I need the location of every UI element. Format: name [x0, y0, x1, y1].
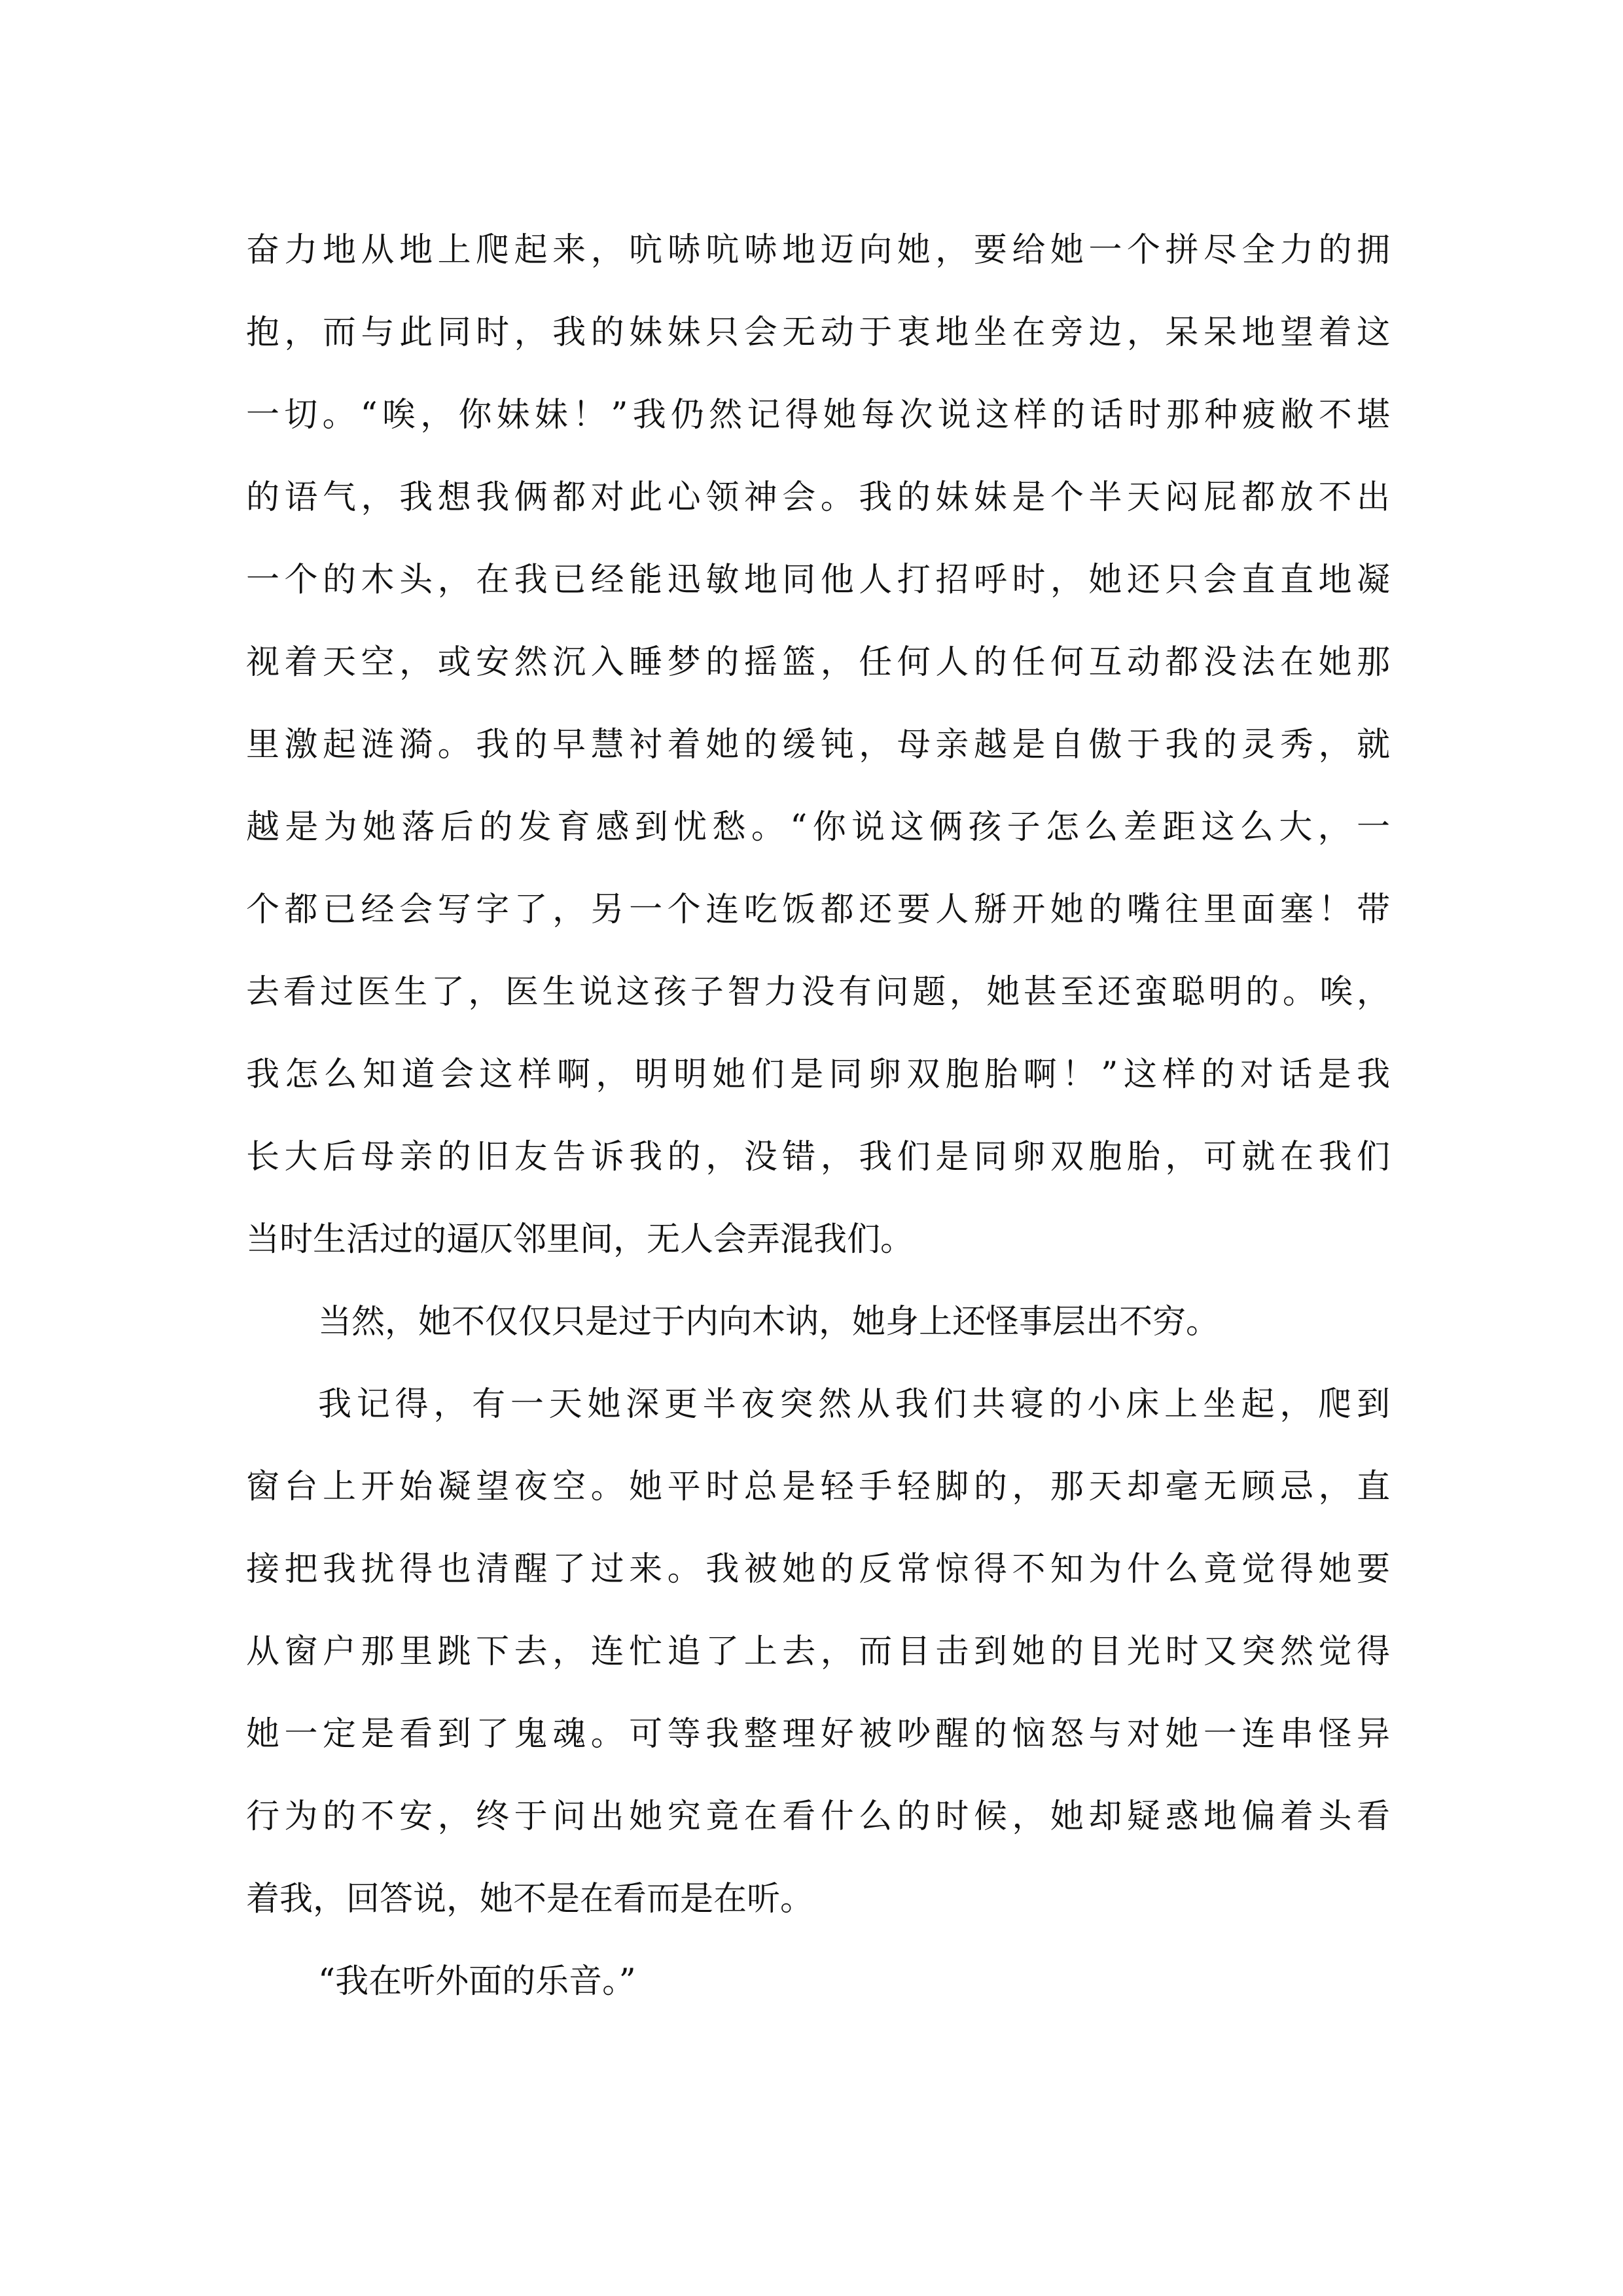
text-line-16: 窗台上开始凝望夜空。她平时总是轻手轻脚的，那天却毫无顾忌，直: [246, 1468, 1390, 1506]
text-line-20: 行为的不安，终于问出她究竟在看什么的时候，她却疑惑地偏着头看: [246, 1797, 1390, 1836]
text-line-4: 的语气，我想我俩都对此心领神会。我的妹妹是个半天闷屁都放不出: [246, 478, 1390, 517]
text-line-8: 越是为她落后的发育感到忧愁。“你说这俩孩子怎么差距这么大，一: [246, 808, 1390, 847]
text-line-13: 当时生活过的逼仄邻里间，无人会弄混我们。: [246, 1220, 914, 1259]
text-line-18: 从窗户那里跳下去，连忙追了上去，而目击到她的目光时又突然觉得: [246, 1633, 1390, 1671]
text-line-7: 里激起涟漪。我的早慧衬着她的缓钝，母亲越是自傲于我的灵秀，就: [246, 726, 1390, 764]
text-line-11: 我怎么知道会这样啊，明明她们是同卵双胞胎啊！”这样的对话是我: [246, 1055, 1390, 1094]
text-line-22: “我在听外面的乐音。”: [318, 1962, 636, 2001]
text-line-14: 当然，她不仅仅只是过于内向木讷，她身上还怪事层出不穷。: [318, 1303, 1220, 1341]
text-line-5: 一个的木头，在我已经能迅敏地同他人打招呼时，她还只会直直地凝: [246, 561, 1390, 599]
text-line-17: 接把我扰得也清醒了过来。我被她的反常惊得不知为什么竟觉得她要: [246, 1550, 1390, 1589]
text-line-15: 我记得，有一天她深更半夜突然从我们共寝的小床上坐起，爬到: [318, 1385, 1390, 1424]
text-line-9: 个都已经会写字了，另一个连吃饭都还要人掰开她的嘴往里面塞！带: [246, 891, 1390, 929]
text-line-21: 着我，回答说，她不是在看而是在听。: [246, 1880, 814, 1918]
text-line-3: 一切。“唉，你妹妹！”我仍然记得她每次说这样的话时那种疲敝不堪: [246, 396, 1390, 434]
text-line-10: 去看过医生了，医生说这孩子智力没有问题，她甚至还蛮聪明的。唉，: [246, 973, 1390, 1012]
text-line-2: 抱，而与此同时，我的妹妹只会无动于衷地坐在旁边，呆呆地望着这: [246, 313, 1390, 352]
text-line-12: 长大后母亲的旧友告诉我的，没错，我们是同卵双胞胎，可就在我们: [246, 1138, 1390, 1176]
text-line-1: 奋力地从地上爬起来，吭哧吭哧地迈向她，要给她一个拼尽全力的拥: [246, 231, 1390, 270]
text-line-6: 视着天空，或安然沉入睡梦的摇篮，任何人的任何互动都没法在她那: [246, 643, 1390, 682]
text-line-19: 她一定是看到了鬼魂。可等我整理好被吵醒的恼怒与对她一连串怪异: [246, 1715, 1390, 1754]
document-body: [246, 209, 1390, 2023]
